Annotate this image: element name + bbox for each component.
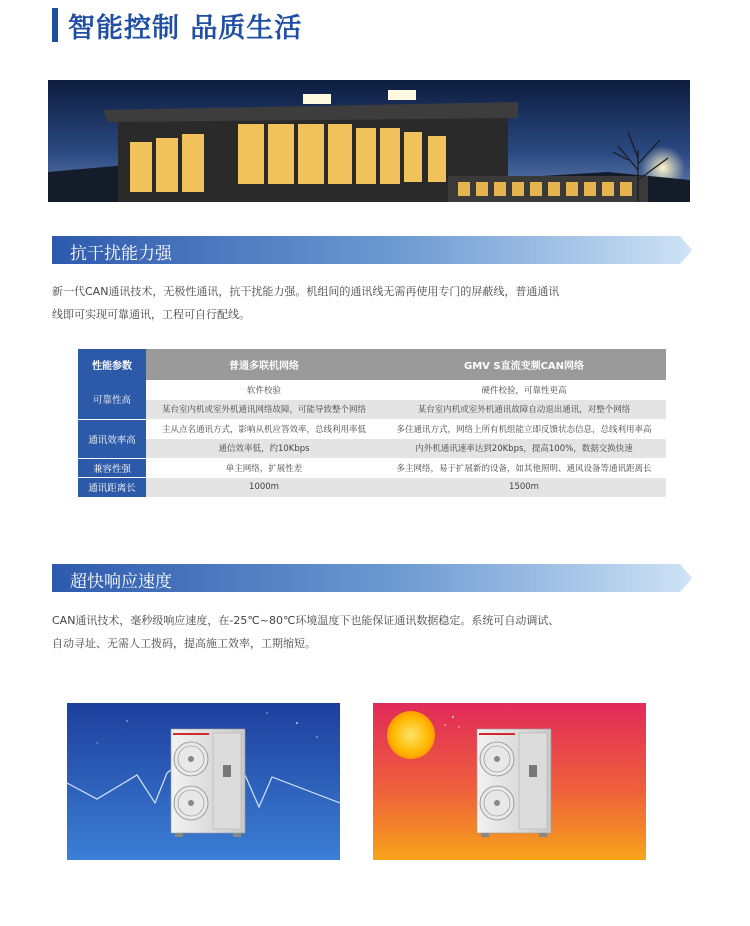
table-cell: 主从点名通讯方式，影响从机应答效率，总线利用率低 — [146, 419, 382, 439]
paragraph-line: CAN通讯技术，毫秒级响应速度，在-25℃~80℃环境温度下也能保证通讯数据稳定。系统可自动调试、 — [52, 614, 560, 627]
table-row-label: 通讯效率高 — [78, 419, 146, 458]
table-cell: 单主网络，扩展性差 — [146, 458, 382, 478]
table-header-cell: 普通多联机网络 — [146, 349, 382, 380]
table-row-label: 可靠性高 — [78, 380, 146, 419]
section-heading: 抗干扰能力强 — [70, 244, 172, 264]
table-cell: 内外机通讯速率达到20Kbps，提高100%，数据交换快速 — [382, 439, 666, 459]
outdoor-unit-night-image — [67, 703, 340, 860]
table-row — [78, 439, 666, 459]
table-row — [78, 478, 666, 498]
sun-icon — [387, 711, 435, 759]
section-banner-interference — [52, 236, 692, 264]
section-banner-response-speed — [52, 564, 692, 592]
table-row — [78, 419, 666, 439]
table-row-label: 兼容性强 — [78, 458, 146, 478]
table-header-cell: 性能参数 — [78, 349, 146, 380]
header-accent-bar — [52, 8, 58, 42]
paragraph-line: 自动寻址、无需人工拨码，提高施工效率，工期缩短。 — [52, 637, 316, 650]
table-header-cell: GMV S直流变频CAN网络 — [382, 349, 666, 380]
paragraph-line: 线即可实现可靠通讯，工程可自行配线。 — [52, 308, 250, 321]
table-cell: 1500m — [382, 478, 666, 498]
table-cell: 某台室内机或室外机通讯故障自动退出通讯，对整个网络 — [382, 400, 666, 420]
table-cell: 某台室内机或室外机通讯网络故障，可能导致整个网络 — [146, 400, 382, 420]
table-header-row — [78, 349, 666, 380]
table-row — [78, 380, 666, 400]
table-cell: 通信效率低，约10Kbps — [146, 439, 382, 459]
table-cell: 硬件校验，可靠性更高 — [382, 380, 666, 400]
table-cell: 软件校验 — [146, 380, 382, 400]
table-row-label: 通讯距离长 — [78, 478, 146, 498]
spec-comparison-table — [78, 349, 666, 498]
section-paragraph-interference — [52, 280, 702, 326]
table-row — [78, 458, 666, 478]
paragraph-line: 新一代CAN通讯技术，无极性通讯，抗干扰能力强。机组间的通讯线无需再使用专门的屏蔽线，普通通讯 — [52, 285, 560, 298]
page-header — [52, 6, 302, 44]
table-row — [78, 400, 666, 420]
table-cell: 多主网络，易于扩展新的设备，如其他照明、通风设备等通讯距离长 — [382, 458, 666, 478]
table-cell: 多住通讯方式，网络上所有机组能立即反馈状态信息，总线利用率高 — [382, 419, 666, 439]
page-title: 智能控制 品质生活 — [68, 12, 303, 44]
outdoor-unit-sunset-image — [373, 703, 646, 860]
section-heading: 超快响应速度 — [70, 572, 172, 592]
hero-photo — [48, 80, 690, 202]
table-cell: 1000m — [146, 478, 382, 498]
section-paragraph-response-speed — [52, 609, 702, 655]
